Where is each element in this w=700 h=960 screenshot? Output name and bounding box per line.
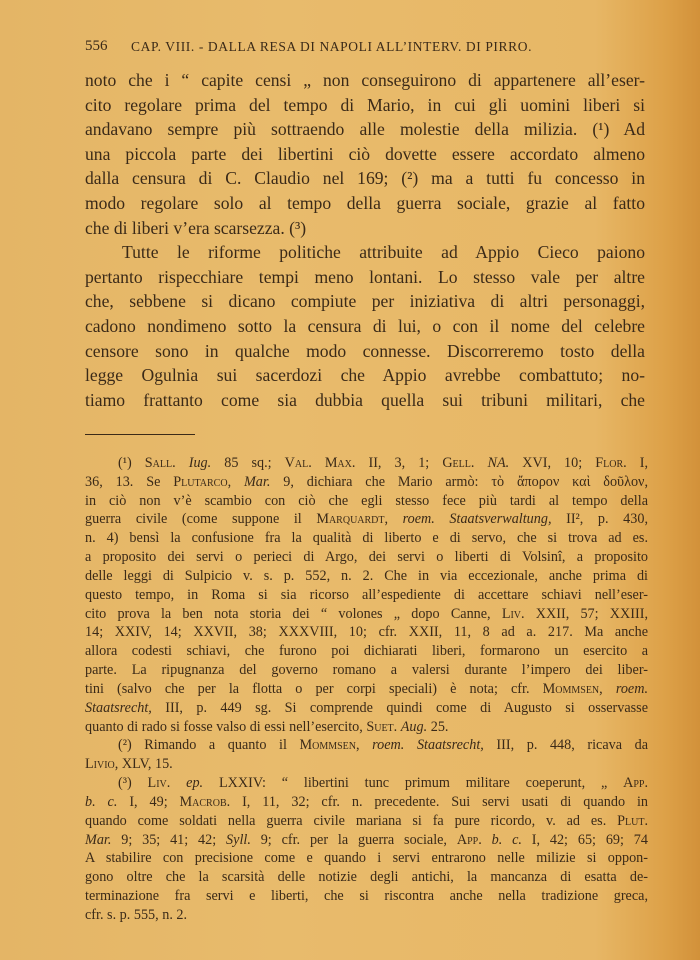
footnote-line (85, 624, 648, 643)
footnote-line (85, 850, 648, 869)
text-run: questo tempo, in Roma si sia ricorso all’espediente di accettare schiavi nell’eser- (85, 586, 648, 603)
body-line (85, 267, 645, 291)
text-run: Suet. (366, 718, 398, 735)
footnote-line (85, 756, 648, 775)
text-run: I, 11, 32; cfr. n. precedente. Sui servi usati di quando in (230, 793, 648, 810)
text-run: III, p. 449 sg. Si comprende quindi come di Augusto si osservasse (151, 699, 648, 716)
text-run: 9; cfr. per la guerra sociale, (250, 831, 457, 848)
text-run: Staatsrecht, (85, 699, 152, 716)
footnote-line (85, 606, 648, 625)
footnote-line (85, 813, 648, 832)
text-run: terminazione fra servi e liberti, che si riscontra anche nella tradizione greca, (85, 888, 648, 905)
text-run: che, sebbene si dicano compiute per iniziativa di altri personaggi, (85, 291, 645, 312)
text-run: 36, 13. Se (85, 473, 174, 490)
text-run: una piccola parte dei libertini ciò dovette essere accordato almeno (85, 143, 645, 164)
text-run: cito regolare prima del tempo di Mario, in cui gli uomini liberi si (85, 94, 645, 115)
text-run: I, 49; (117, 793, 180, 810)
body-line (85, 316, 645, 340)
text-run: Iug. (188, 455, 212, 471)
text-run: II², p. 430, (551, 511, 648, 528)
text-run: che di liberi v’era scarsezza. (³) (85, 217, 307, 238)
text-run (474, 455, 487, 471)
footnote-line (85, 530, 648, 549)
text-run: XVI, 10; (509, 455, 596, 471)
text-run: b. c. (491, 831, 522, 848)
footnote-line (85, 794, 648, 813)
footnote-line (85, 888, 648, 907)
text-run: I, 42; 65; 69; 74 (521, 831, 648, 848)
footnote-line (85, 549, 648, 568)
text-run: Mar. (243, 473, 271, 490)
footnote-line (85, 907, 648, 926)
text-run: quando come soldati nella guerra civile mariana si fa pure ricordo, v. ad es. (85, 812, 618, 829)
text-run: Mar. (85, 831, 112, 848)
text-run: parte. La ripugnanza del governo romano a valersi durante l’impero dei liber- (85, 662, 648, 679)
text-run: 25. (427, 718, 449, 735)
text-run: Gell. (442, 455, 475, 471)
text-run: tiamo frattanto come sia dubbia quella sui tribuni militari, che (85, 389, 645, 410)
footnote-line (85, 662, 648, 681)
text-run: (³) (118, 775, 148, 792)
text-run: Macrob. (179, 793, 231, 810)
text-run: Aug. (400, 718, 428, 735)
footnote-line (85, 775, 648, 794)
footnote-line (85, 832, 648, 851)
text-run: noto che i “ capite censi „ non conseguirono di appartenere all’eser- (85, 70, 645, 90)
footnote-line (85, 869, 648, 888)
text-run: a proposito dei servi o perieci di Argo, dei servi o liberti di Volsinî, a proposito (85, 549, 648, 566)
text-run: guerra civile (come suppone il (85, 511, 317, 528)
footnote-line (85, 474, 648, 493)
text-run: Mommsen (299, 737, 357, 754)
body-line (85, 168, 645, 192)
text-run: Marquardt (316, 511, 385, 528)
text-run: Livio (85, 756, 115, 773)
running-header (85, 38, 645, 60)
text-run: I, (626, 455, 649, 471)
text-run: Liv. (501, 605, 525, 622)
text-run: Liv. (147, 775, 171, 792)
text-run (482, 832, 492, 848)
footnote-line (85, 455, 648, 474)
body-line (85, 95, 645, 119)
body-line (85, 390, 645, 414)
text-run: legge Ogulnia sui sacerdozi che Appio avrebbe combattuto; no- (85, 365, 645, 386)
text-run: Mommsen (542, 680, 600, 697)
body-line (85, 70, 645, 94)
text-run: cfr. s. p. 555, n. 2. (85, 906, 188, 923)
text-run: allora codesti schiavi, che furono poi dichiarati liberi, formarono un esercito a (85, 643, 648, 660)
text-run: Sall. (144, 455, 176, 471)
footnote-line (85, 568, 648, 587)
body-line (85, 144, 645, 168)
text-run: (¹) (118, 455, 145, 471)
text-run: cito prova la ben nota storia dei “ volones „ dopo Canne, (85, 605, 502, 622)
text-run: n. 4) bensì la confusione fra la qualità di liberto e di servo, che si trova ad es. (85, 530, 648, 547)
text-run: App. (623, 775, 649, 792)
text-run: 9, dichiara che Mario armò: τὸ ἄπορον καὶ δοῦλον, (270, 473, 649, 490)
text-run: censore sono in qualche modo connesse. Discorreremo tosto della (85, 340, 645, 361)
body-line (85, 365, 645, 389)
footnote-line (85, 737, 648, 756)
text-run: Flor. (595, 455, 627, 471)
body-line (85, 242, 645, 266)
text-run: Val. Max. (284, 455, 356, 471)
body-line (85, 218, 645, 242)
text-run: 14; XXIV, 14; XXVII, 38; XXXVIII, 10; cfr. XXII, 11, 8 ad a. 217. Ma anche (85, 624, 648, 641)
body-line (85, 119, 645, 143)
text-run: 9; 35; 41; 42; (111, 831, 227, 848)
text-run: in ciò non v’è scambio con ciò che egli stesso fece più tardi al tempo della (85, 492, 648, 509)
page-number: 556 (85, 38, 108, 54)
text-run: Plut. (617, 812, 648, 829)
text-run: , (384, 511, 403, 528)
text-run: andavano sempre più sottraendo alle molestie della milizia. (¹) Ad (85, 119, 645, 140)
text-run: (²) Rimando a quanto il (118, 737, 300, 754)
footnote-line (85, 587, 648, 606)
text-run: , (356, 737, 373, 754)
body-line (85, 291, 645, 315)
text-run: Tutte le riforme politiche attribuite ad Appio Cieco paiono (122, 242, 645, 263)
body-line (85, 341, 645, 365)
text-run: , XLV, 15. (114, 756, 173, 773)
text-run (176, 455, 189, 471)
text-run: , (227, 473, 244, 490)
text-run: A stabilire con precisione come e quando i servi entrarono nelle milizie si oppon- (85, 850, 648, 867)
footnote-separator (85, 434, 195, 435)
running-title: CAP. VIII. - DALLA RESA DI NAPOLI ALL’INTERV. DI PIRRO. (131, 39, 533, 54)
text-run (170, 775, 186, 791)
text-run: LXXIV: “ libertini tunc primum militare coeperunt, „ (203, 775, 624, 792)
text-run: Syll. (226, 831, 251, 848)
text-run: 85 sq.; (211, 455, 285, 471)
text-run: roem. Staatsverwaltung, (402, 511, 552, 528)
text-run: , (599, 680, 616, 697)
text-run: cadono nondimeno sotto la censura di lui, o con il nome del celebre (85, 316, 645, 336)
footnote-line (85, 681, 648, 700)
text-run: ep. (186, 775, 204, 792)
text-run: III, p. 448, ricava da (483, 737, 649, 754)
footnote-line (85, 700, 648, 719)
footnote-line (85, 493, 648, 512)
footnote-line (85, 719, 648, 738)
text-run: dalla censura di C. Claudio nel 169; (²) ma a tutti fu concesso in (85, 168, 645, 189)
text-run: roem. (615, 680, 649, 697)
text-run: b. c. (85, 793, 118, 810)
footnote-line (85, 511, 648, 530)
text-run: Plutarco (173, 473, 228, 490)
text-run: delle leggi di Sulpicio v. s. p. 552, n. 2. Che in via eccezionale, anche prima di (85, 567, 648, 584)
text-run: pertanto rispecchiare tempi meno lontani. Lo stesso vale per altre (85, 266, 645, 287)
text-run: gono oltre che la scarsità delle notizie degli antichi, la mancanza di esatta de- (85, 869, 648, 886)
text-run: App. (456, 831, 482, 848)
footnote-line (85, 643, 648, 662)
text-run: II, 3, 1; (355, 455, 443, 471)
text-run: roem. Staatsrecht, (372, 737, 484, 754)
text-run: modo regolare solo al tempo della guerra sociale, grazie al fatto (85, 193, 645, 213)
text-run: tini (salvo che per la flotta o per corpi speciali) è nota; cfr. (85, 680, 543, 697)
text-run: NA. (487, 455, 510, 471)
body-line (85, 193, 645, 217)
text-run: XXII, 57; XXIII, (524, 605, 648, 622)
text-run: quanto di rado si fosse valso di essi nell’esercito, (85, 718, 367, 735)
